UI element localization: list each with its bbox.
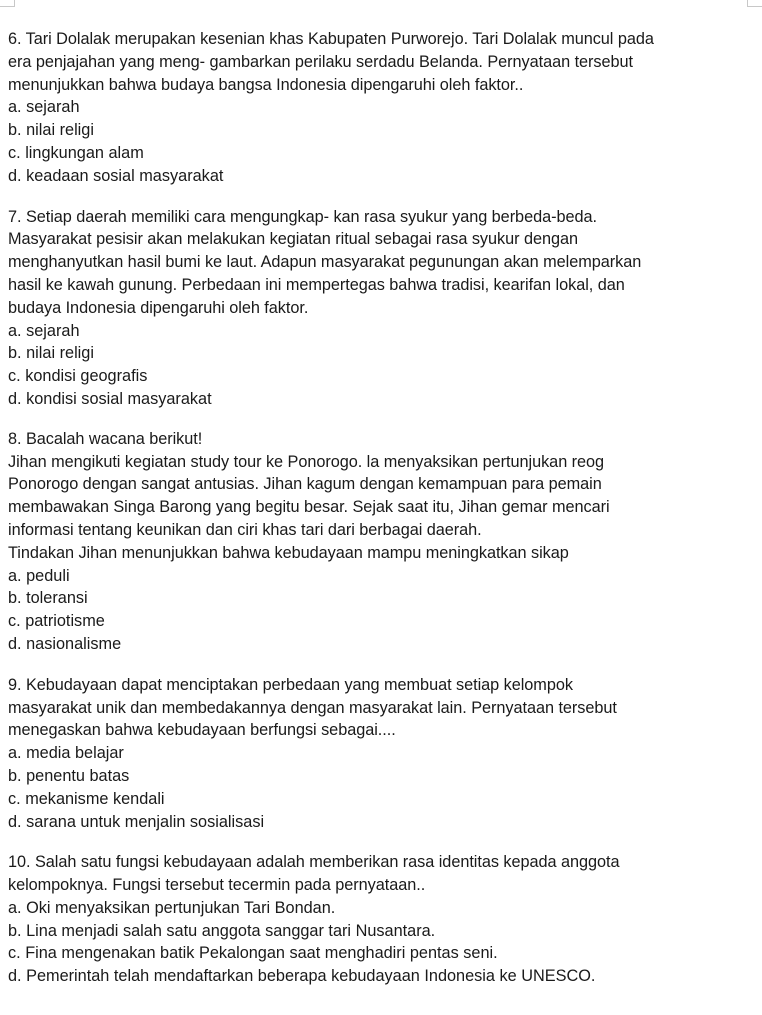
question-7: [8, 206, 756, 411]
question-text-line: Tindakan Jihan menunjukkan bahwa kebudayaan mampu meningkatkan sikap: [8, 543, 569, 562]
question-text-line: budaya Indonesia dipengaruhi oleh faktor.: [8, 298, 309, 317]
question-text-line: 7. Setiap daerah memiliki cara mengungkap- kan rasa syukur yang berbeda-beda.: [8, 207, 597, 226]
page-corner-left: [0, 0, 15, 7]
question-text-line: 9. Kebudayaan dapat menciptakan perbedaan yang membuat setiap kelompok: [8, 675, 573, 694]
option-d: d. Pemerintah telah mendaftarkan beberapa kebudayaan Indonesia ke UNESCO.: [8, 967, 596, 986]
question-text-line: menegaskan bahwa kebudayaan berfungsi sebagai....: [8, 721, 396, 740]
question-text-line: 6. Tari Dolalak merupakan kesenian khas Kabupaten Purworejo. Tari Dolalak muncul pada: [8, 30, 654, 48]
question-text-line: 10. Salah satu fungsi kebudayaan adalah memberikan rasa identitas kepada anggota: [8, 853, 620, 872]
option-b: b. penentu batas: [8, 766, 130, 785]
question-text-line: Ponorogo dengan sangat antusias. Jihan kagum dengan kemampuan para pemain: [8, 475, 602, 494]
question-text-line: Jihan mengikuti kegiatan study tour ke Ponorogo. la menyaksikan pertunjukan reog: [8, 452, 605, 471]
option-c: c. lingkungan alam: [8, 143, 144, 162]
option-d: d. sarana untuk menjalin sosialisasi: [8, 812, 265, 831]
option-a: a. sejarah: [8, 321, 80, 340]
question-6: [8, 28, 756, 188]
option-a: a. media belajar: [8, 744, 124, 763]
option-a: a. Oki menyaksikan pertunjukan Tari Bondan.: [8, 898, 336, 917]
option-c: c. kondisi geografis: [8, 367, 148, 386]
question-text-line: 8. Bacalah wacana berikut!: [8, 429, 203, 448]
option-b: b. toleransi: [8, 589, 88, 608]
question-text-line: menunjukkan bahwa budaya bangsa Indonesia dipengaruhi oleh faktor..: [8, 75, 524, 94]
question-10: [8, 851, 756, 988]
question-text-line: hasil ke kawah gunung. Perbedaan ini mempertegas bahwa tradisi, kearifan lokal, dan: [8, 275, 625, 294]
question-text-line: informasi tentang keunikan dan ciri khas tari dari berbagai daerah.: [8, 520, 482, 539]
option-d: d. nasionalisme: [8, 634, 122, 653]
option-d: d. keadaan sosial masyarakat: [8, 166, 224, 185]
option-b: b. nilai religi: [8, 121, 94, 140]
option-c: c. mekanisme kendali: [8, 789, 165, 808]
question-8: [8, 428, 756, 656]
option-b: b. Lina menjadi salah satu anggota sanggar tari Nusantara.: [8, 921, 436, 940]
option-c: c. patriotisme: [8, 612, 105, 631]
question-text-line: menghanyutkan hasil bumi ke laut. Adapun masyarakat pegunungan akan melemparkan: [8, 253, 642, 272]
question-text-line: masyarakat unik dan membedakannya dengan masyarakat lain. Pernyataan tersebut: [8, 698, 617, 717]
question-text-line: Masyarakat pesisir akan melakukan kegiatan ritual sebagai rasa syukur dengan: [8, 230, 578, 249]
page-corner-right: [747, 0, 762, 7]
question-text-line: kelompoknya. Fungsi tersebut tecermin pada pernyataan..: [8, 876, 426, 895]
option-c: c. Fina mengenakan batik Pekalongan saat menghadiri pentas seni.: [8, 944, 498, 963]
option-d: d. kondisi sosial masyarakat: [8, 389, 212, 408]
option-a: a. sejarah: [8, 98, 80, 117]
question-9: [8, 674, 756, 834]
option-b: b. nilai religi: [8, 344, 94, 363]
question-sheet: [8, 28, 756, 1006]
option-a: a. peduli: [8, 566, 70, 585]
question-text-line: era penjajahan yang meng- gambarkan perilaku serdadu Belanda. Pernyataan tersebut: [8, 52, 634, 71]
question-text-line: membawakan Singa Barong yang begitu besar. Sejak saat itu, Jihan gemar mencari: [8, 498, 610, 517]
